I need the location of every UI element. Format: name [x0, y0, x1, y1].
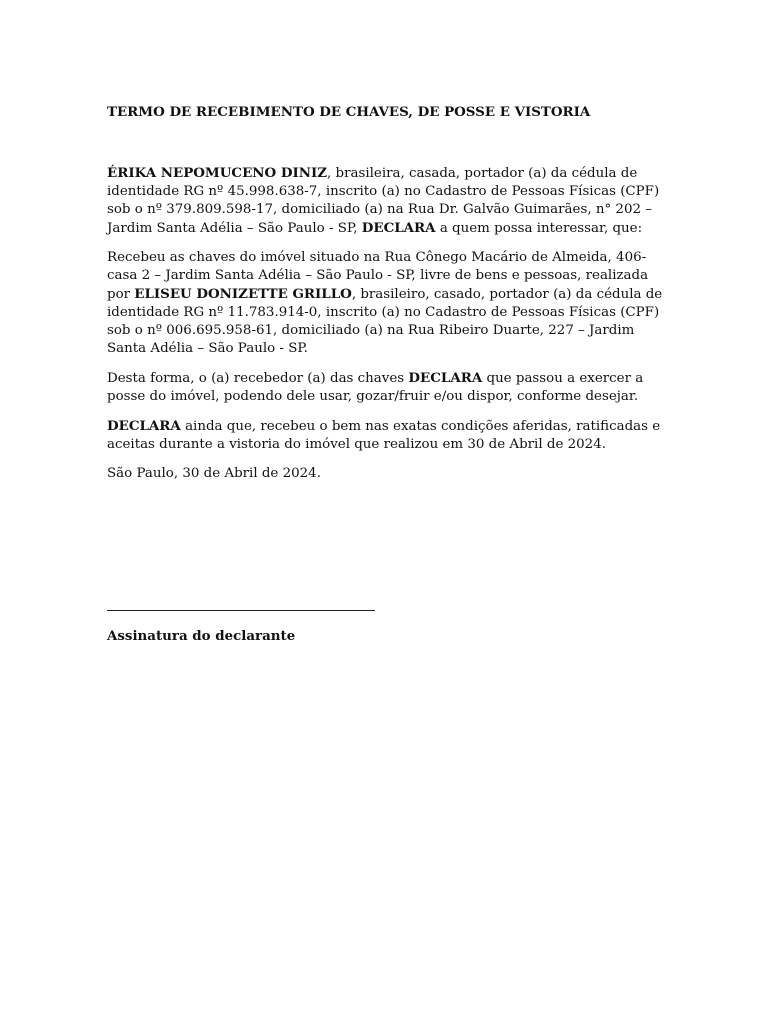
paragraph-possession [107, 369, 667, 406]
date-line: São Paulo, 30 de Abril de 2024. [107, 466, 321, 481]
declarant-name: ÉRIKA NEPOMUCENO DINIZ [107, 165, 328, 181]
possession-text-1: Desta forma, o (a) recebedor (a) das chaves [107, 371, 409, 386]
paragraph-inspection [107, 417, 667, 454]
declara-keyword: DECLARA [107, 418, 181, 434]
signature-line [107, 610, 375, 611]
declarant-details: , brasileira, casada, portador (a) da cédula de identidade RG nº 45.998.638-7, inscrito (a) no Cadastro de Pessoas Físicas (CPF) sob o nº 379.809.598-17, domiciliado (a) na Rua Dr. Galvão Guimarães, n° 202 – Jardim Santa Adélia – São Paulo - SP, [107, 166, 660, 236]
document-body [107, 102, 667, 494]
keys-received-text: Recebeu as chaves do imóvel situado na Rua Cônego Macário de Almeida, 406- casa 2 – Jardim Santa Adélia – São Paulo - SP, livre de bens e pessoas, realizada por [107, 250, 649, 302]
possession-text-2: que passou a exercer a posse do imóvel, podendo dele usar, gozar/fruir e/ou dispor, conforme desejar. [107, 371, 644, 404]
deliverer-name: ELISEU DONIZETTE GRILLO [134, 286, 352, 302]
inspection-text: ainda que, recebeu o bem nas exatas condições aferidas, ratificadas e aceitas durante a vistoria do imóvel que realizou em 30 de Abril de 2024. [107, 419, 661, 452]
declara-keyword: DECLARA [361, 220, 436, 236]
paragraph-declarant [107, 164, 667, 238]
declarant-closing: a quem possa interessar, que: [435, 221, 643, 236]
document-title: TERMO DE RECEBIMENTO DE CHAVES, DE POSSE E VISTORIA [107, 104, 591, 120]
signature-label: Assinatura do declarante [107, 628, 296, 644]
deliverer-details: , brasileiro, casado, portador (a) da cédula de identidade RG nº 11.783.914-0, inscrito (a) no Cadastro de Pessoas Físicas (CPF) sob o nº 006.695.958-61, domiciliado (a) na Rua Ribeiro Duarte, 227 – Jardim Santa Adélia – São Paulo - SP. [107, 287, 663, 356]
declara-keyword: DECLARA [408, 370, 483, 386]
paragraph-keys-received [107, 249, 667, 358]
signature-block [107, 592, 407, 645]
